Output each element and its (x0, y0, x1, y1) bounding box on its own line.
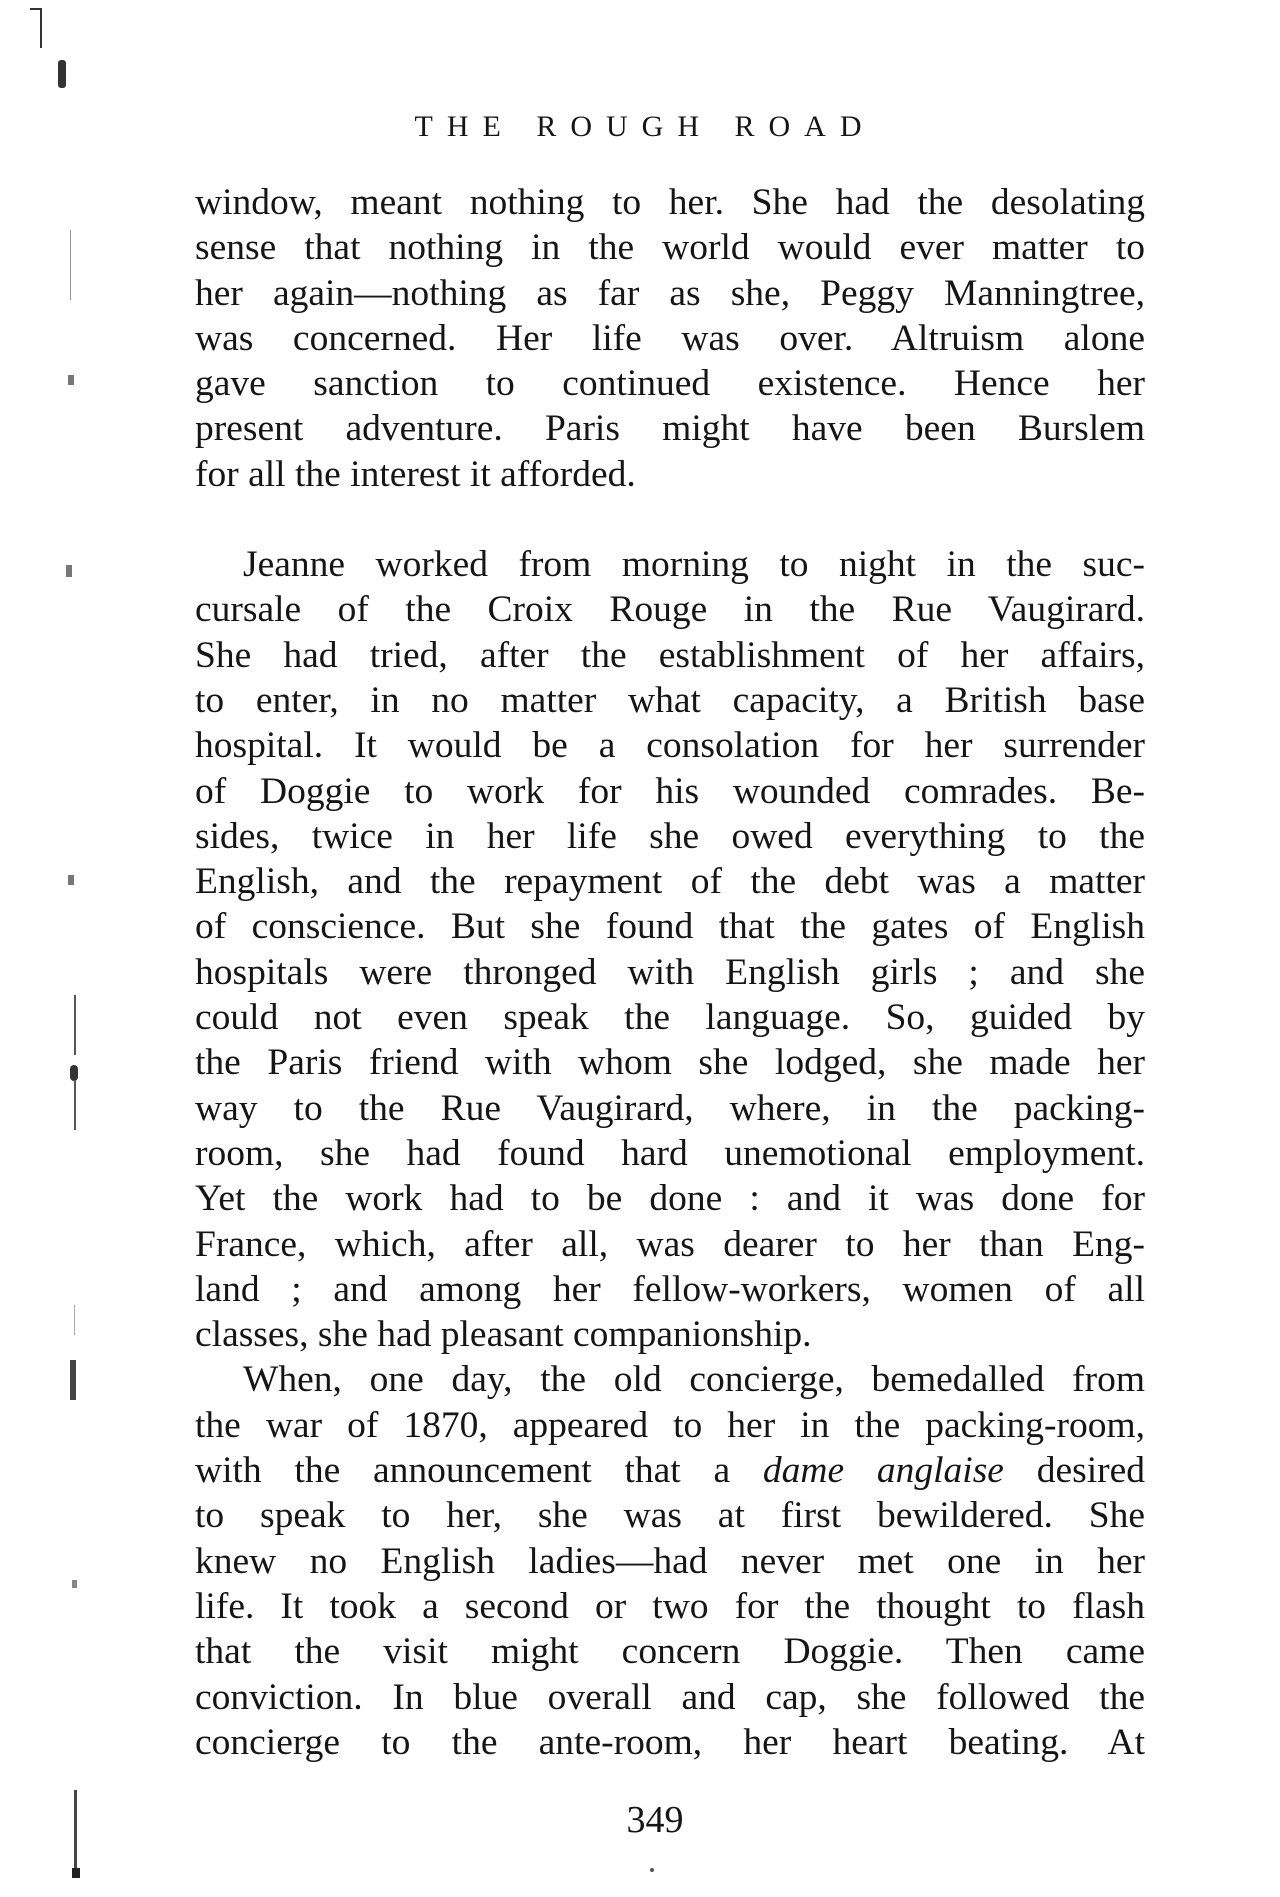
text-line: that the visit might concern Doggie. Then came (195, 1631, 1145, 1673)
paragraph-3 (195, 1357, 1145, 1765)
text-line: Yet the work had to be done : and it was done for (195, 1178, 1145, 1220)
text-line: When, one day, the old concierge, bemedalled from (243, 1359, 1145, 1401)
scan-mark (74, 1080, 76, 1130)
scan-mark (68, 875, 74, 885)
paragraph-2 (195, 542, 1145, 1357)
text-line: could not even speak the language. So, guided by (195, 997, 1145, 1039)
scan-mark (70, 1360, 76, 1400)
text-line: hospital. It would be a consolation for her surrender (195, 725, 1145, 767)
text-run: desired (1003, 1450, 1145, 1492)
scan-mark (30, 8, 42, 10)
scan-mark (68, 375, 74, 385)
italic-phrase: dame anglaise (762, 1450, 1004, 1492)
scan-mark (58, 60, 66, 88)
text-line: the war of 1870, appeared to her in the packing-room, (195, 1404, 1145, 1446)
text-line-with-italic (195, 1448, 1145, 1493)
text-line: to speak to her, she was at first bewildered. She (195, 1495, 1145, 1537)
text-line: France, which, after all, was dearer to her than Eng- (195, 1223, 1145, 1265)
scan-mark (70, 1065, 78, 1081)
text-line: gave sanction to continued existence. Hence her (195, 363, 1145, 405)
text-line: was concerned. Her life was over. Altruism alone (195, 317, 1145, 359)
text-line: present adventure. Paris might have been Burslem (195, 408, 1145, 450)
text-line: of conscience. But she found that the gates of English (195, 906, 1145, 948)
text-line: conviction. In blue overall and cap, she followed the (195, 1676, 1145, 1718)
text-line: English, and the repayment of the debt was a matter (195, 861, 1145, 903)
scan-mark (74, 1790, 77, 1870)
scan-mark (40, 8, 42, 48)
text-line: room, she had found hard unemotional employment. (195, 1132, 1145, 1174)
text-line: life. It took a second or two for the thought to flash (195, 1585, 1145, 1627)
scan-mark (650, 1868, 654, 1872)
running-head: THE ROUGH ROAD (414, 110, 876, 143)
scan-mark (72, 1580, 77, 1588)
text-line: window, meant nothing to her. She had the desolating (195, 182, 1145, 223)
scan-mark (74, 1305, 75, 1335)
page-number: 349 (626, 1799, 684, 1841)
text-line: cursale of the Croix Rouge in the Rue Vaugirard. (195, 589, 1145, 631)
text-line: knew no English ladies—had never met one in her (195, 1540, 1145, 1582)
text-line: of Doggie to work for his wounded comrades. Be- (195, 770, 1145, 812)
scan-mark (70, 230, 71, 300)
scan-mark (72, 1868, 80, 1878)
text-line: way to the Rue Vaugirard, where, in the packing- (195, 1087, 1145, 1129)
paragraph-gap (195, 497, 1145, 542)
paragraph-1 (195, 180, 1145, 497)
text-line: to enter, in no matter what capacity, a British base (195, 679, 1145, 721)
text-line: classes, she had pleasant companionship. (195, 1314, 812, 1356)
text-line: hospitals were thronged with English girls ; and she (195, 951, 1145, 993)
body-text (195, 180, 1145, 1765)
text-line: her again—nothing as far as she, Peggy Manningtree, (195, 272, 1145, 314)
text-line: for all the interest it afforded. (195, 453, 636, 495)
text-line: sense that nothing in the world would ever matter to (195, 227, 1145, 269)
scan-mark (66, 565, 72, 577)
text-line: concierge to the ante-room, her heart beating. At (195, 1721, 1145, 1763)
scan-mark (74, 995, 76, 1055)
text-run: with the announcement that a (195, 1450, 763, 1492)
text-line: She had tried, after the establishment of her affairs, (195, 634, 1145, 676)
text-line: land ; and among her fellow-workers, women of all (195, 1268, 1145, 1310)
text-line: sides, twice in her life she owed everything to the (195, 815, 1145, 857)
text-line: the Paris friend with whom she lodged, she made her (195, 1042, 1145, 1084)
text-line: Jeanne worked from morning to night in the suc- (243, 544, 1145, 586)
